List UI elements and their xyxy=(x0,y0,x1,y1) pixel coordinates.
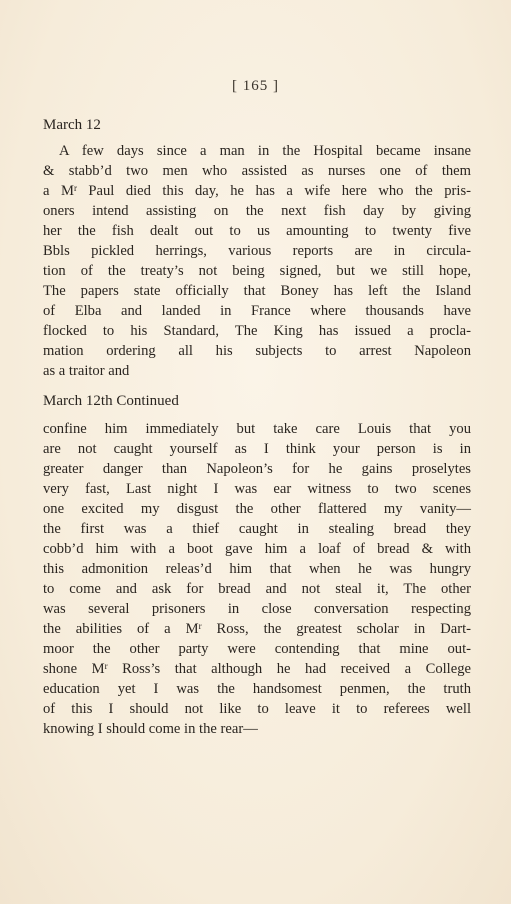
text-line: this admonition releas’d him that when he was hungry xyxy=(43,561,471,577)
text-line xyxy=(43,619,471,639)
text-line: knowing I should come in the rear— xyxy=(43,721,258,737)
text-line: cobb’d him with a boot gave him a loaf of bread & with xyxy=(43,541,471,557)
text-fragment: Paul died this day, he has a wife here who the pris- xyxy=(76,183,472,199)
superscript: r xyxy=(73,183,77,193)
text-line: & stabb’d two men who assisted as nurses one of them xyxy=(43,163,471,179)
text-line: A few days since a man in the Hospital became insane xyxy=(59,143,471,159)
page-number: [ 165 ] xyxy=(232,78,279,94)
entry-heading-march-12: March 12 xyxy=(43,117,101,133)
text-line: of this I should not like to leave it to referees well xyxy=(43,701,471,717)
text-line: greater danger than Napoleon’s for he gains proselytes xyxy=(43,461,471,477)
entry-body-march-12th-continued xyxy=(43,419,471,739)
text-line: was several prisoners in close conversation respecting xyxy=(43,601,471,617)
text-line: of Elba and landed in France where thousands have xyxy=(43,303,471,319)
text-line xyxy=(43,659,471,679)
text-line: the first was a thief caught in stealing bread they xyxy=(43,521,471,537)
text-fragment: shone M xyxy=(43,661,105,677)
text-line: Bbls pickled herrings, various reports are in circula- xyxy=(43,243,471,259)
text-line: her the fish dealt out to us amounting to twenty five xyxy=(43,223,471,239)
text-line: mation ordering all his subjects to arrest Napoleon xyxy=(43,343,471,359)
text-line: one excited my disgust the other flattered my vanity— xyxy=(43,501,471,517)
text-fragment: the abilities of a M xyxy=(43,621,199,637)
superscript: r xyxy=(198,621,202,631)
text-line: very fast, Last night I was ear witness to two scenes xyxy=(43,481,471,497)
superscript: r xyxy=(104,661,108,671)
text-line: education yet I was the handsomest penmen, the truth xyxy=(43,681,471,697)
text-line: The papers state officially that Boney has left the Island xyxy=(43,283,471,299)
text-line: as a traitor and xyxy=(43,363,130,379)
text-line: are not caught yourself as I think your person is in xyxy=(43,441,471,457)
text-line: flocked to his Standard, The King has issued a procla- xyxy=(43,323,471,339)
entry-heading-march-12th-continued: March 12th Continued xyxy=(43,393,179,409)
text-line: moor the other party were contending that mine out- xyxy=(43,641,471,657)
text-line xyxy=(43,181,471,201)
text-line: to come and ask for bread and not steal it, The other xyxy=(43,581,471,597)
text-fragment: Ross, the greatest scholar in Dart- xyxy=(201,621,471,637)
entry-body-march-12 xyxy=(43,141,471,381)
text-line: oners intend assisting on the next fish day by giving xyxy=(43,203,471,219)
text-fragment: a M xyxy=(43,183,74,199)
text-line: confine him immediately but take care Louis that you xyxy=(43,421,471,437)
text-fragment: Ross’s that although he had received a College xyxy=(107,661,471,677)
text-line: tion of the treaty’s not being signed, but we still hope, xyxy=(43,263,471,279)
